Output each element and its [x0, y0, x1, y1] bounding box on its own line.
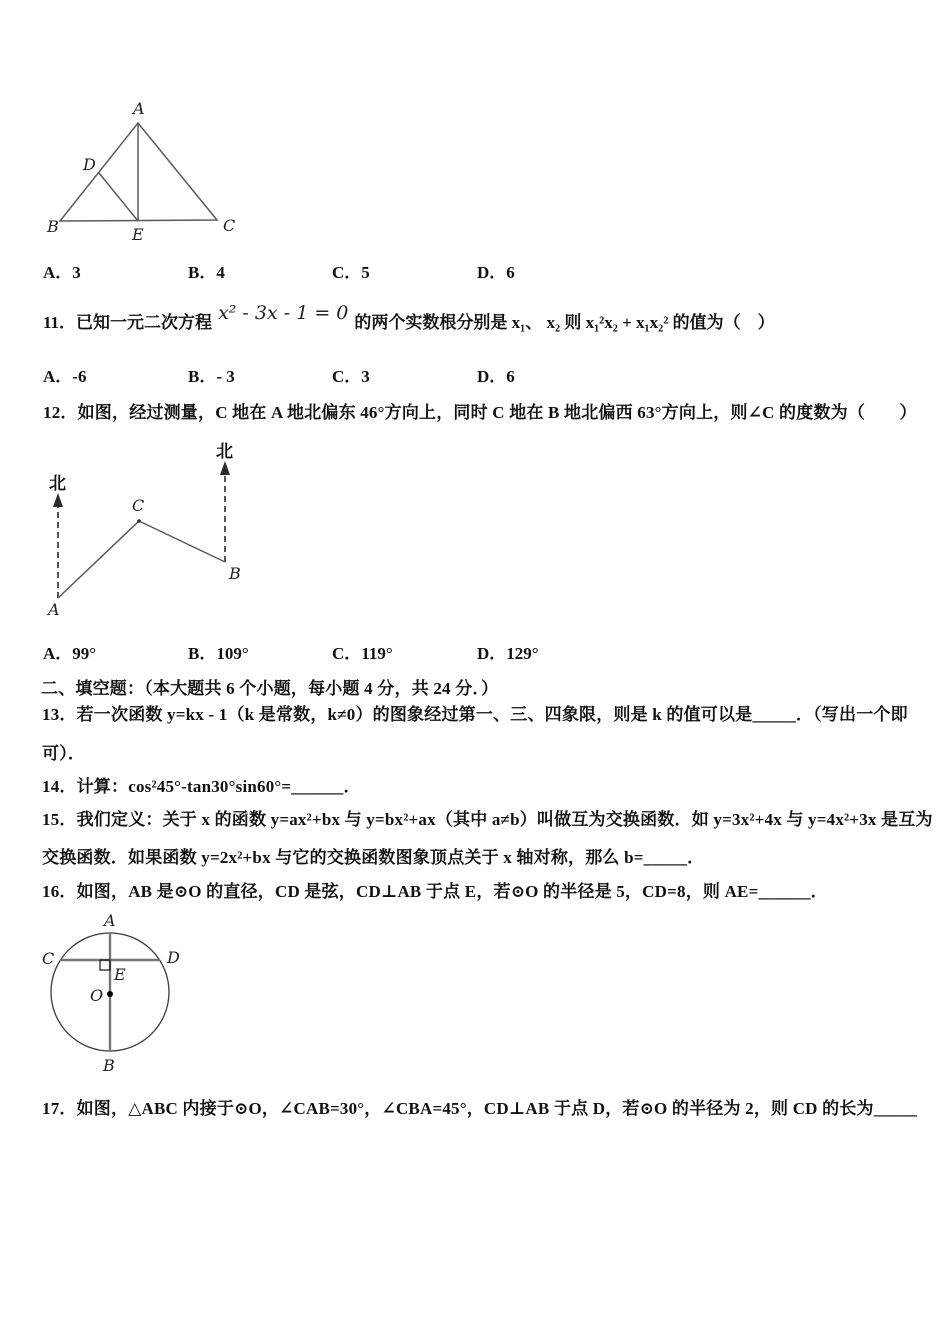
label-A: A — [104, 911, 116, 930]
q10-triangle-figure — [45, 98, 240, 248]
point-C — [137, 519, 141, 523]
q16-circle-figure — [40, 908, 195, 1080]
q12-choices — [43, 639, 903, 661]
q17-text: 17．如图，△ABC 内接于⊙O，∠CAB=30°，∠CBA=45°，CD⊥AB 于点 D，若⊙O 的半径为 2，则 CD 的长为_____ — [42, 1099, 918, 1118]
north-label-B: 北 — [216, 442, 233, 461]
q16-text: 16．如图，AB 是⊙O 的直径，CD 是弦，CD⊥AB 于点 E，若⊙O 的半径是 5，CD=8，则 AE=______． — [42, 882, 828, 901]
q10-choice-b: B．4 — [188, 263, 225, 282]
label-A: A — [48, 600, 60, 619]
q12-choice-b: B．109° — [188, 644, 249, 663]
segment-CB — [139, 521, 225, 562]
q14-text: 14．计算：cos²45°-tan30°sin60°=______． — [42, 777, 361, 796]
label-C: C — [223, 216, 236, 235]
q15-text-line2: 交换函数．如果函数 y=2x²+bx 与它的交换函数图象顶点关于 x 轴对称，那么 b=_____． — [42, 848, 705, 867]
q11-choice-d: D．6 — [477, 367, 515, 386]
label-B: B — [229, 564, 241, 583]
label-D: D — [83, 155, 96, 174]
north-arrowhead-B — [220, 461, 230, 475]
q15-text-line1: 15．我们定义：关于 x 的函数 y=ax²+bx 与 y=bx²+ax（其中 a≠b）叫做互为交换函数．如 y=3x²+4x 与 y=4x²+3x 是互为 — [42, 810, 933, 829]
segment-AC — [58, 521, 139, 598]
q11-text — [43, 302, 775, 333]
label-A: A — [133, 99, 145, 118]
label-B: B — [103, 1056, 115, 1075]
q12-bearing-figure — [40, 433, 255, 628]
center-dot-O — [107, 991, 113, 997]
label-C: C — [132, 496, 145, 515]
section2-heading: 二、填空题：（本大题共 6 个小题，每小题 4 分，共 24 分．） — [41, 679, 499, 698]
q11-choices — [43, 362, 903, 384]
q10-choice-d: D．6 — [477, 263, 515, 282]
q11-choice-c: C．3 — [332, 367, 370, 386]
label-C: C — [42, 949, 55, 968]
q11-text-after: 的两个实数根分别是 x₁、 x₂ 则 x₁²x₂ + x₁x₂² 的值为（ ） — [354, 313, 775, 332]
q10-choice-a: A．3 — [43, 263, 81, 282]
north-label-A: 北 — [49, 474, 66, 493]
q11-text-before: 11．已知一元二次方程 — [43, 313, 213, 332]
right-angle-mark — [100, 960, 110, 970]
q13-text-line1: 13．若一次函数 y=kx - 1（k 是常数，k≠0）的图象经过第一、三、四象限，则是 k 的值可以是_____．（写出一个即 — [42, 705, 908, 724]
label-E: E — [114, 965, 126, 984]
label-B: B — [47, 217, 59, 236]
q10-choices — [43, 258, 903, 280]
north-arrowhead-A — [53, 493, 63, 507]
segment-DE — [99, 173, 138, 221]
q10-choice-c: C．5 — [332, 263, 370, 282]
q11-equation: x² - 3x - 1 = 0 — [218, 302, 349, 324]
q12-choice-d: D．129° — [477, 644, 539, 663]
q12-choice-c: C．119° — [332, 644, 393, 663]
q12-choice-a: A．99° — [43, 644, 97, 663]
q11-choice-a: A．-6 — [43, 367, 87, 386]
label-O: O — [90, 986, 104, 1005]
q13-text-line2: 可）． — [42, 744, 86, 763]
label-D: D — [167, 948, 180, 967]
label-E: E — [132, 225, 144, 244]
q11-choice-b: B．- 3 — [188, 367, 235, 386]
q12-text: 12．如图，经过测量，C 地在 A 地北偏东 46°方向上，同时 C 地在 B 地北偏西 63°方向上，则∠C 的度数为（ ） — [43, 403, 917, 422]
